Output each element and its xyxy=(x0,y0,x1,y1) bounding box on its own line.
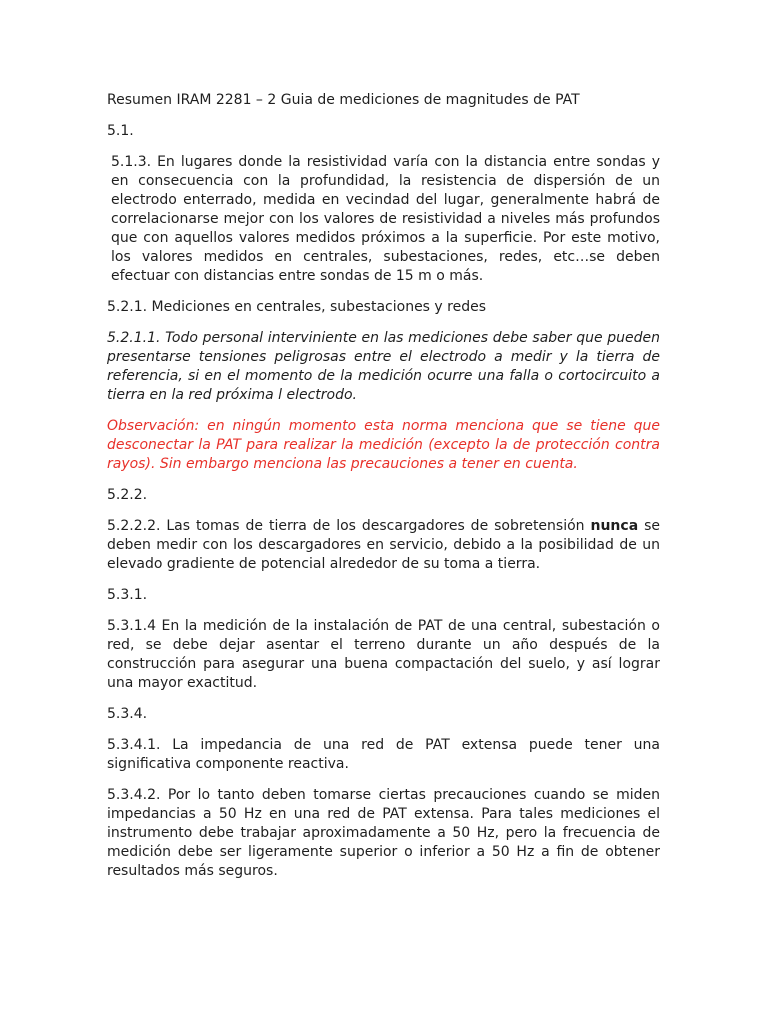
paragraph-5-2-2-2-after: se deben medir con los descargadores en servicio, debido a la posibilidad de un elevado gradiente de potencial alrededor de su toma a tierra. xyxy=(107,518,661,572)
paragraph-5-3-1-4: 5.3.1.4 En la medición de la instalación de PAT de una central, subestación o red, se debe dejar asentar el terreno durante un año después de la construcción para asegurar una buena compactación del suelo, y así lograr una mayor exactitud. xyxy=(107,618,660,691)
paragraph-5-3-4-2: 5.3.4.2. Por lo tanto deben tomarse ciertas precauciones cuando se miden impedancias a 50 Hz en una red de PAT extensa. Para tales mediciones el instrumento debe trabajar aproximadamente a 50 Hz, pero la frecuencia de medición debe ser ligeramente superior o inferior a 50 Hz a fin de obtener resultados más seguros. xyxy=(107,787,660,879)
section-heading-5-2-2: 5.2.2. xyxy=(107,487,148,503)
observation-note: Observación: en ningún momento esta norma menciona que se tiene que desconectar la PAT para realizar la medición (excepto la de protección contra rayos). Sin embargo menciona las precauciones a tener en cuenta. xyxy=(107,418,660,472)
document-body xyxy=(107,91,660,893)
paragraph-5-2-1-1: 5.2.1.1. Todo personal interviniente en las mediciones debe saber que pueden presentarse tensiones peligrosas entre el electrodo a medir y la tierra de referencia, si en el momento de la medición ocurre una falla o cortocircuito a tierra en la red próxima l electrodo. xyxy=(107,330,660,403)
section-heading-5-1: 5.1. xyxy=(107,123,134,139)
document-title: Resumen IRAM 2281 – 2 Guia de mediciones de magnitudes de PAT xyxy=(107,92,580,108)
paragraph-5-3-4-1: 5.3.4.1. La impedancia de una red de PAT extensa puede tener una significativa componente reactiva. xyxy=(107,737,660,772)
section-heading-5-3-4: 5.3.4. xyxy=(107,706,148,722)
paragraph-5-2-2-2 xyxy=(107,517,660,574)
paragraph-5-1-3: 5.1.3. En lugares donde la resistividad varía con la distancia entre sondas y en consecuencia con la profundidad, la resistencia de dispersión de un electrodo enterrado, medida en vecindad del lugar, generalmente habrá de correlacionarse mejor con los valores de resistividad a niveles más profundos que con aquellos valores medidos próximos a la superficie. Por este motivo, los valores medidos en centrales, subestaciones, redes, etc…se deben efectuar con distancias entre sondas de 15 m o más. xyxy=(111,154,660,284)
paragraph-5-2-2-2-before: 5.2.2.2. Las tomas de tierra de los descargadores de sobretensión xyxy=(107,518,591,534)
section-heading-5-3-1: 5.3.1. xyxy=(107,587,148,603)
emphasis-nunca: nunca xyxy=(590,518,639,534)
section-heading-5-2-1: 5.2.1. Mediciones en centrales, subestaciones y redes xyxy=(107,299,487,315)
